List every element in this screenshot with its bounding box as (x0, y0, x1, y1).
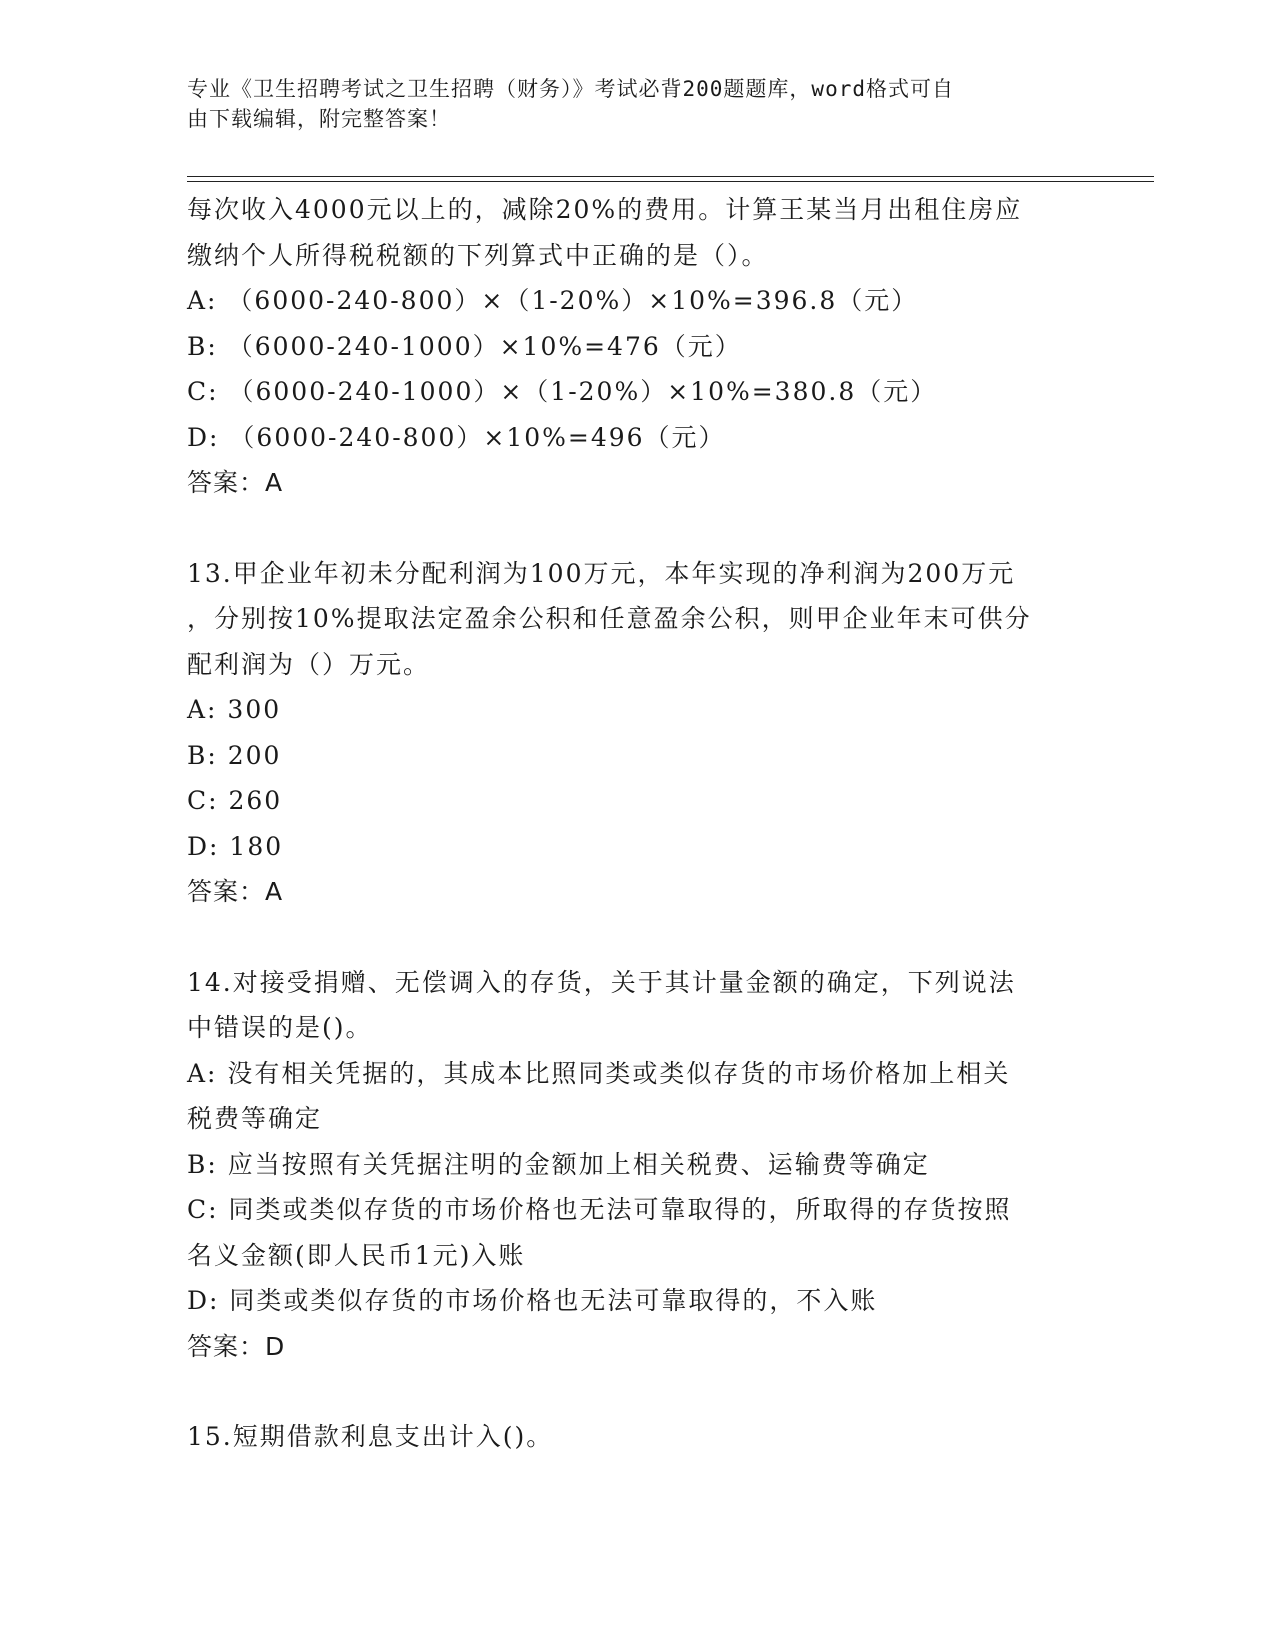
document-header (187, 74, 1067, 134)
option-c: C: 260 (187, 786, 283, 815)
question-stem-line: 14.对接受捐赠、无偿调入的存货，关于其计量金额的确定，下列说法 (187, 967, 1016, 997)
question-stem-line: 每次收入4000元以上的，减除20%的费用。计算王某当月出租住房应 (187, 195, 1023, 224)
answer-line: 答案：D (187, 1331, 286, 1361)
question-stem-line: 中错误的是()。 (187, 1013, 373, 1042)
option-c: C: （6000-240-1000）×（1-20%）×10%=380.8（元） (187, 377, 938, 406)
question-stem-line: 13.甲企业年初未分配利润为100万元，本年实现的净利润为200万元 (187, 558, 1016, 588)
answer-line: 答案：A (187, 877, 284, 906)
option-d: D: （6000-240-800）×10%=496（元） (187, 422, 726, 452)
option-a: A: 没有相关凭据的，其成本比照同类或类似存货的市场价格加上相关 (187, 1058, 1011, 1088)
spacer (187, 506, 1087, 551)
question-15 (187, 1414, 1087, 1460)
answer-line: 答案：A (187, 468, 284, 497)
header-divider-top (187, 176, 1154, 177)
option-d: D: 同类或类似存货的市场价格也无法可靠取得的，不入账 (187, 1286, 878, 1315)
question-stem-line: 配利润为（）万元。 (187, 649, 431, 679)
spacer (187, 915, 1087, 960)
option-b: B: 应当按照有关凭据注明的金额加上相关税费、运输费等确定 (187, 1149, 930, 1179)
option-a: A: 300 (187, 695, 282, 724)
option-a-continued: 税费等确定 (187, 1104, 323, 1133)
question-14 (187, 960, 1087, 1370)
question-12 (187, 187, 1087, 506)
option-c: C: 同类或类似存货的市场价格也无法可靠取得的，所取得的存货按照 (187, 1195, 1012, 1224)
option-d: D: 180 (187, 831, 284, 861)
question-13 (187, 551, 1087, 915)
header-line-2: 由下载编辑，附完整答案！ (187, 107, 451, 131)
option-a: A: （6000-240-800）×（1-20%）×10%=396.8（元） (187, 286, 919, 315)
option-b: B: （6000-240-1000）×10%=476（元） (187, 331, 742, 361)
question-stem-line: ，分别按10%提取法定盈余公积和任意盈余公积，则甲企业年末可供分 (187, 604, 1032, 633)
question-stem-line: 15.短期借款利息支出计入()。 (187, 1422, 554, 1451)
header-line-1: 专业《卫生招聘考试之卫生招聘（财务）》考试必背200题题库，word格式可自 (187, 77, 954, 101)
question-stem-line: 缴纳个人所得税税额的下列算式中正确的是（）。 (187, 240, 769, 270)
header-divider-bottom (187, 181, 1154, 182)
option-b: B: 200 (187, 740, 282, 770)
spacer (187, 1369, 1087, 1414)
option-c-continued: 名义金额(即人民币1元)入账 (187, 1240, 526, 1270)
question-content (187, 187, 1087, 1460)
